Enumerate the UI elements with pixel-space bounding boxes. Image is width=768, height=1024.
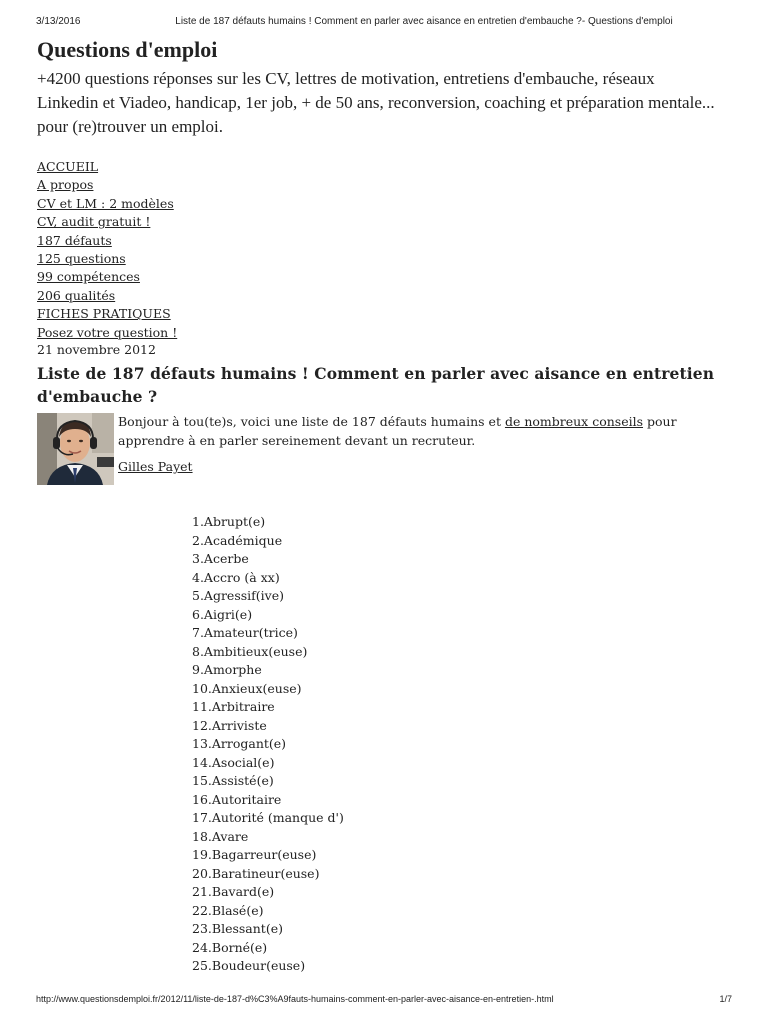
post-date: 21 novembre 2012	[37, 342, 156, 358]
print-footer	[36, 994, 732, 1008]
nav-link-cv-lm-modeles[interactable]: CV et LM : 2 modèles	[37, 195, 174, 211]
nav-link-posez-question[interactable]: Posez votre question !	[37, 324, 178, 340]
list-item: 14.Asocial(e)	[192, 754, 275, 770]
list-item: 11.Arbitraire	[192, 699, 275, 714]
page-content	[37, 36, 717, 489]
print-date: 3/13/2016	[36, 16, 81, 27]
defauts-list	[192, 513, 344, 976]
list-item: 7.Amateur(trice)	[192, 625, 298, 640]
list-item: 1.Abrupt(e)	[192, 514, 266, 529]
intro-advice-link[interactable]: de nombreux conseils	[504, 414, 644, 430]
print-document-title: Liste de 187 défauts humains ! Comment en parler avec aisance en entretien d'embauche ?- Questions d'emploi	[175, 16, 673, 27]
nav-link-fiches-pratiques[interactable]: FICHES PRATIQUES	[37, 306, 171, 322]
nav-link-125-questions[interactable]: 125 questions	[37, 251, 126, 267]
author-photo-icon	[37, 413, 114, 485]
list-item: 16.Autoritaire	[192, 791, 282, 807]
site-description: +4200 questions réponses sur les CV, lettres de motivation, entretiens d'embauche, réseaux Linkedin et Viadeo, handicap, 1er job, + de 50 ans, reconversion, coaching et préparation mentale... pour (re)trouver un emploi.	[37, 69, 715, 136]
author-avatar[interactable]	[37, 413, 114, 485]
list-item: 24.Borné(e)	[192, 939, 268, 955]
site-navigation	[37, 158, 717, 342]
list-item: 6.Aigri(e)	[192, 606, 253, 622]
nav-link-99-competences[interactable]: 99 compétences	[37, 269, 140, 285]
list-item: 9.Amorphe	[192, 662, 262, 677]
list-item: 4.Accro (à xx)	[192, 569, 280, 585]
post-intro	[37, 413, 717, 489]
list-item: 18.Avare	[192, 828, 249, 844]
nav-link-accueil[interactable]: ACCUEIL	[37, 159, 99, 174]
list-item: 10.Anxieux(euse)	[192, 680, 302, 696]
intro-text-after: pour apprendre à en parler sereinement devant un recruteur.	[118, 414, 677, 448]
nav-link-a-propos[interactable]: A propos	[37, 177, 94, 193]
list-item: 20.Baratineur(euse)	[192, 865, 320, 881]
list-item: 13.Arrogant(e)	[192, 736, 287, 751]
page-number: 1/7	[719, 994, 732, 1004]
list-item: 25.Boudeur(euse)	[192, 958, 306, 973]
post-intro-text	[118, 413, 688, 450]
list-item: 19.Bagarreur(euse)	[192, 847, 317, 862]
author-link[interactable]: Gilles Payet	[118, 459, 193, 475]
print-url: http://www.questionsdemploi.fr/2012/11/liste-de-187-d%C3%A9fauts-humains-comment-en-parler-avec-aisance-en-entretien-.html	[36, 994, 554, 1004]
post-title[interactable]: Liste de 187 défauts humains ! Comment en parler avec aisance en entretien d'embauche ?	[37, 364, 715, 407]
list-item: 21.Bavard(e)	[192, 884, 275, 899]
list-item: 23.Blessant(e)	[192, 921, 283, 936]
list-item: 8.Ambitieux(euse)	[192, 643, 308, 659]
list-item: 2.Académique	[192, 532, 283, 548]
nav-link-206-qualites[interactable]: 206 qualités	[37, 287, 116, 303]
nav-link-187-defauts[interactable]: 187 défauts	[37, 232, 112, 248]
site-title[interactable]: Questions d'emploi	[37, 37, 218, 62]
list-item: 12.Arriviste	[192, 717, 267, 733]
print-header	[36, 16, 732, 30]
list-item: 3.Acerbe	[192, 551, 249, 566]
post-author	[118, 458, 193, 476]
list-item: 22.Blasé(e)	[192, 902, 264, 918]
intro-text-before: Bonjour à tou(te)s, voici une liste de 187 défauts humains et	[118, 414, 505, 430]
list-item: 15.Assisté(e)	[192, 773, 274, 788]
list-item: 17.Autorité (manque d')	[192, 810, 344, 825]
nav-link-cv-audit[interactable]: CV, audit gratuit !	[37, 214, 151, 230]
list-item: 5.Agressif(ive)	[192, 588, 284, 603]
